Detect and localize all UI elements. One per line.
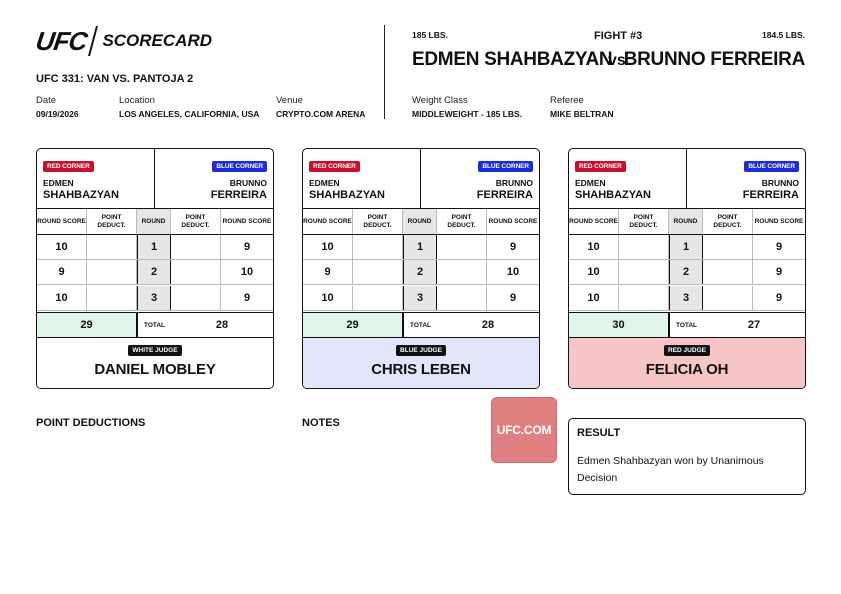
judge-area <box>303 338 539 389</box>
blue-fighter-weight: 184.5 LBS. <box>762 30 805 40</box>
round-number: 3 <box>669 286 703 310</box>
result-box <box>568 418 806 495</box>
column-header-row <box>569 209 805 235</box>
red-first-name: EDMEN <box>575 178 606 188</box>
red-round-score: 10 <box>37 235 87 259</box>
round-number: 2 <box>669 260 703 284</box>
round-number: 2 <box>403 260 437 284</box>
blue-corner-block <box>155 149 273 209</box>
round-number: 1 <box>669 235 703 259</box>
blue-point-deduction <box>437 235 487 259</box>
blue-round-score-header: ROUND SCORE <box>222 217 272 225</box>
total-label: TOTAL <box>403 313 437 337</box>
weight-class-label: Weight Class <box>412 95 468 106</box>
location-label: Location <box>119 95 155 106</box>
blue-point-deduction <box>437 286 487 310</box>
blue-point-deduction <box>437 260 487 284</box>
corner-header <box>37 149 273 209</box>
red-last-name: SHAHBAZYAN <box>43 189 119 201</box>
total-label: TOTAL <box>137 313 171 337</box>
red-point-deduction <box>353 260 403 284</box>
column-header-row <box>303 209 539 235</box>
blue-round-score: 9 <box>509 292 517 304</box>
result-text: Edmen Shahbazyan won by Unanimous Decision <box>577 455 764 484</box>
judge-scorecard <box>36 148 274 389</box>
red-point-deduction <box>619 235 669 259</box>
red-round-score: 9 <box>37 260 87 284</box>
blue-first-name: BRUNNO <box>761 178 799 188</box>
judge-name: FELICIA OH <box>645 361 729 378</box>
judge-name: DANIEL MOBLEY <box>94 361 216 378</box>
blue-total-score: 28 <box>215 319 229 331</box>
blue-round-score-header: ROUND SCORE <box>754 217 804 225</box>
round-number: 3 <box>403 286 437 310</box>
blue-point-deduct-header: POINT DEDUCT. <box>703 209 753 234</box>
blue-point-deduction <box>703 286 753 310</box>
red-corner-block <box>303 149 421 209</box>
red-corner-block <box>569 149 687 209</box>
location-value: LOS ANGELES, CALIFORNIA, USA <box>119 109 260 119</box>
red-point-deduction <box>353 286 403 310</box>
blue-round-score: 9 <box>775 241 783 253</box>
blue-first-name: BRUNNO <box>229 178 267 188</box>
red-total-score: 29 <box>303 313 403 337</box>
ufc-com-stamp: UFC.COM <box>491 397 557 463</box>
red-corner-badge: RED CORNER <box>43 161 94 172</box>
blue-point-deduction <box>703 235 753 259</box>
red-first-name: EDMEN <box>43 178 74 188</box>
table-row <box>37 235 273 260</box>
blue-round-score: 10 <box>240 266 254 278</box>
total-row <box>37 312 273 338</box>
judge-scorecard <box>568 148 806 389</box>
fight-number: FIGHT #3 <box>594 30 643 42</box>
blue-point-deduct-header: POINT DEDUCT. <box>171 209 221 234</box>
red-point-deduction <box>87 286 137 310</box>
blue-round-score: 10 <box>506 266 520 278</box>
blue-point-deduct-header: POINT DEDUCT. <box>437 209 487 234</box>
blue-first-name: BRUNNO <box>495 178 533 188</box>
table-row <box>569 260 805 285</box>
blue-corner-block <box>421 149 539 209</box>
round-header: ROUND <box>137 209 171 234</box>
round-number: 3 <box>137 286 171 310</box>
blue-total-score: 28 <box>481 319 495 331</box>
red-round-score: 9 <box>303 260 353 284</box>
blue-total-score: 27 <box>747 319 761 331</box>
red-total-score: 29 <box>37 313 137 337</box>
judge-badge: BLUE JUDGE <box>396 345 446 356</box>
red-fighter-name: EDMEN SHAHBAZYAN <box>412 49 613 70</box>
column-header-row <box>37 209 273 235</box>
blue-corner-badge: BLUE CORNER <box>212 161 267 172</box>
blue-fighter-name: BRUNNO FERREIRA <box>623 49 805 70</box>
red-point-deduction <box>619 260 669 284</box>
blue-last-name: FERREIRA <box>742 189 799 201</box>
table-row <box>569 286 805 311</box>
red-corner-block <box>37 149 155 209</box>
table-row <box>303 260 539 285</box>
logo-text: UFC <box>33 25 89 56</box>
red-round-score-header: ROUND SCORE <box>569 209 619 234</box>
round-number: 1 <box>403 235 437 259</box>
red-point-deduct-header: POINT DEDUCT. <box>353 209 403 234</box>
blue-point-deduction <box>171 260 221 284</box>
referee-label: Referee <box>550 95 584 106</box>
total-row <box>569 312 805 338</box>
round-header: ROUND <box>403 209 437 234</box>
red-round-score: 10 <box>303 235 353 259</box>
judge-badge: WHITE JUDGE <box>128 345 181 356</box>
blue-round-score: 9 <box>775 292 783 304</box>
point-deductions-title: POINT DEDUCTIONS <box>36 417 146 429</box>
weight-class-value: MIDDLEWEIGHT - 185 LBS. <box>412 109 523 119</box>
red-corner-badge: RED CORNER <box>575 161 626 172</box>
scorecard-label: SCORECARD <box>102 31 212 50</box>
blue-round-score-header: ROUND SCORE <box>488 217 538 225</box>
versus-label: vs. <box>608 52 631 69</box>
logo-divider <box>88 26 98 56</box>
date-label: Date <box>36 95 57 106</box>
red-round-score-header: ROUND SCORE <box>37 209 87 234</box>
ufc-logo <box>33 25 212 56</box>
red-round-score: 10 <box>303 286 353 310</box>
red-round-score: 10 <box>37 286 87 310</box>
red-point-deduction <box>87 260 137 284</box>
blue-point-deduction <box>703 260 753 284</box>
judge-scorecard <box>302 148 540 389</box>
event-name: UFC 331: VAN VS. PANTOJA 2 <box>36 73 194 85</box>
blue-corner-badge: BLUE CORNER <box>744 161 799 172</box>
red-round-score: 10 <box>569 286 619 310</box>
red-point-deduct-header: POINT DEDUCT. <box>619 209 669 234</box>
red-last-name: SHAHBAZYAN <box>309 189 385 201</box>
red-last-name: SHAHBAZYAN <box>575 189 651 201</box>
table-row <box>303 235 539 260</box>
red-fighter-weight: 185 LBS. <box>412 30 448 40</box>
table-row <box>37 260 273 285</box>
blue-round-score: 9 <box>775 266 783 278</box>
blue-last-name: FERREIRA <box>210 189 267 201</box>
blue-round-score: 9 <box>243 241 251 253</box>
header-divider <box>384 25 385 119</box>
blue-round-score: 9 <box>509 241 517 253</box>
red-point-deduction <box>619 286 669 310</box>
judge-area <box>37 338 273 389</box>
table-row <box>303 286 539 311</box>
red-point-deduct-header: POINT DEDUCT. <box>87 209 137 234</box>
red-round-score-header: ROUND SCORE <box>303 209 353 234</box>
corner-header <box>569 149 805 209</box>
notes-title: NOTES <box>302 417 340 429</box>
result-title: RESULT <box>577 427 621 439</box>
corner-header <box>303 149 539 209</box>
red-corner-badge: RED CORNER <box>309 161 360 172</box>
total-row <box>303 312 539 338</box>
venue-label: Venue <box>276 95 303 106</box>
judge-area <box>569 338 805 389</box>
red-round-score: 10 <box>569 260 619 284</box>
red-round-score: 10 <box>569 235 619 259</box>
red-first-name: EDMEN <box>309 178 340 188</box>
blue-round-score: 9 <box>243 292 251 304</box>
blue-last-name: FERREIRA <box>476 189 533 201</box>
blue-point-deduction <box>171 286 221 310</box>
round-header: ROUND <box>669 209 703 234</box>
red-point-deduction <box>353 235 403 259</box>
round-number: 2 <box>137 260 171 284</box>
judge-name: CHRIS LEBEN <box>371 361 471 378</box>
date-value: 09/19/2026 <box>36 109 79 119</box>
blue-corner-badge: BLUE CORNER <box>478 161 533 172</box>
red-total-score: 30 <box>569 313 669 337</box>
red-point-deduction <box>87 235 137 259</box>
venue-value: CRYPTO.COM ARENA <box>276 109 366 119</box>
table-row <box>569 235 805 260</box>
table-row <box>37 286 273 311</box>
round-number: 1 <box>137 235 171 259</box>
blue-corner-block <box>687 149 805 209</box>
blue-point-deduction <box>171 235 221 259</box>
judge-badge: RED JUDGE <box>664 345 710 356</box>
total-label: TOTAL <box>669 313 703 337</box>
referee-value: MIKE BELTRAN <box>550 109 614 119</box>
